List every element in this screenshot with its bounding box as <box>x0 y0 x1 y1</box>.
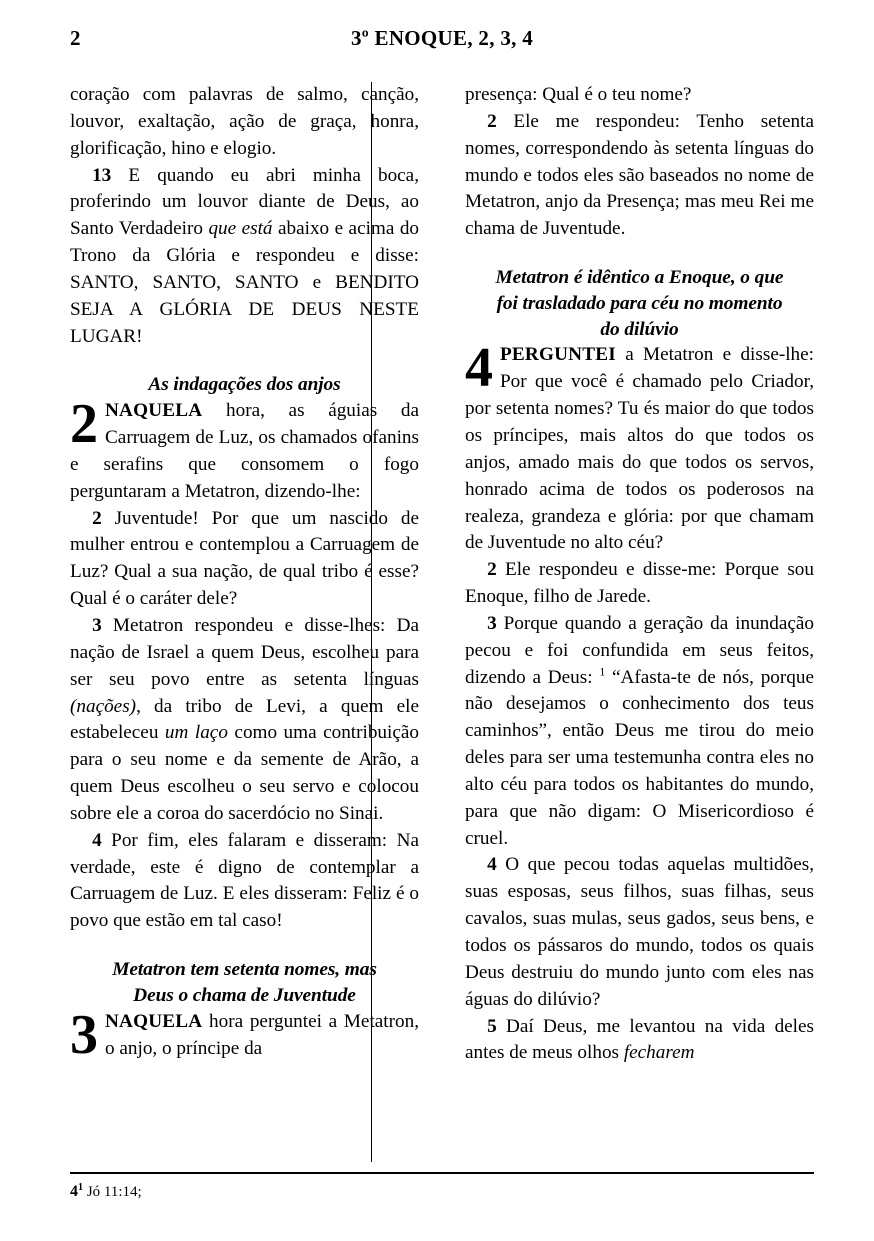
chapter-drop-cap: 3 <box>70 1008 98 1063</box>
chapter-opening <box>70 398 419 505</box>
chapter-opening-word: NAQUELA <box>105 400 203 422</box>
body-text: Ele me respondeu: Tenho setenta nomes, correspondendo às setenta línguas do mundo e todos eles são baseados no nome de Metatron, anjo da Presença; mas meu Rei me chama de Juventude. <box>465 110 814 240</box>
chapter-first-paragraph <box>70 398 419 505</box>
section-heading <box>70 957 419 1009</box>
body-paragraph <box>70 613 419 828</box>
body-paragraph <box>70 82 419 163</box>
emphasis-text: (nações) <box>70 695 137 717</box>
body-text: Porque quando a geração da inundação pecou e foi confundida em seus feitos, dizendo a Deus: <box>465 612 814 688</box>
emphasis-text: fecharem <box>623 1042 695 1064</box>
section-heading <box>465 265 814 342</box>
body-text: , da tribo de Levi, a quem ele estabeleceu <box>70 695 419 744</box>
footnote-area <box>70 1182 814 1203</box>
body-text: O que pecou todas aquelas multidões, suas esposas, seus filhos, suas filhas, seus cavalos, suas mulas, seus gados, seus bens, e todos os pássaros do mundo, todos os quais Deus destruiu do mundo junto com eles nas águas do dilúvio? <box>465 854 814 1010</box>
chapter-first-paragraph <box>465 342 814 557</box>
chapter-opening-word: PERGUNTEI <box>500 344 616 366</box>
body-paragraph <box>70 828 419 935</box>
emphasis-text: um laço <box>164 722 228 744</box>
verse-number: 5 <box>487 1015 497 1037</box>
section-heading-line: do dilúvio <box>600 318 679 340</box>
section-heading-line: Metatron tem setenta nomes, mas <box>112 959 377 981</box>
body-text: coração com palavras de salmo, canção, louvor, exaltação, ação de graça, honra, glorificação, hino e elogio. <box>70 84 419 159</box>
section-heading-line: As indagações dos anjos <box>148 374 341 396</box>
footnote-marker: 1 <box>78 1182 84 1193</box>
heading-spacer <box>70 935 419 957</box>
body-paragraph <box>465 82 814 109</box>
chapter-drop-cap: 2 <box>70 398 98 456</box>
body-paragraph <box>465 852 814 1013</box>
body-paragraph <box>70 506 419 613</box>
section-heading-line: foi trasladado para céu no momento <box>496 292 783 314</box>
left-text-column <box>70 82 419 1157</box>
verse-number: 3 <box>487 612 497 634</box>
body-text: presença: Qual é o teu nome? <box>465 84 692 105</box>
footnote-chapter-number: 4 <box>70 1183 78 1200</box>
footnote-reference-text: Jó 11:14; <box>86 1184 142 1200</box>
body-paragraph <box>465 557 814 611</box>
body-text: Metatron respondeu e disse-lhes: Da nação de Israel a quem Deus, escolheu para ser seu povo entre as setenta línguas <box>70 614 419 690</box>
heading-spacer <box>465 243 814 265</box>
body-text: Daí Deus, me levantou na vida deles antes de meus olhos <box>465 1015 814 1064</box>
body-text: como uma contribuição para o seu nome e da semente de Arão, a quem Deus escolheu o seu servo e colocou sobre ele a coroa do sacerdócio no Sinai. <box>70 722 419 824</box>
body-text: hora, as águias da Carruagem de Luz, os chamados ofanins e serafins que consomem o fogo perguntaram a Metatron, dizendo-lhe: <box>70 400 419 502</box>
body-text: Por fim, eles falaram e disseram: Na verdade, este é digno de contemplar a Carruagem de Luz. E eles disseram: Feliz é o povo que estão em tal caso! <box>70 829 419 932</box>
body-text: abaixo e acima do Trono da Glória e respondeu e disse: SANTO, SANTO, SANTO e BENDITO SEJA A GLÓRIA DE DEUS NESTE LUGAR! <box>70 218 420 347</box>
body-text: E quando eu abri minha boca, proferindo um louvor diante de Deus, ao Santo Verdadeiro <box>70 164 419 240</box>
verse-number: 2 <box>92 507 102 529</box>
chapter-opening-word: NAQUELA <box>105 1010 203 1032</box>
section-heading-line: Metatron é idêntico a Enoque, o que <box>495 267 784 289</box>
chapter-first-paragraph <box>70 1009 419 1063</box>
chapter-opening <box>465 342 814 557</box>
running-title: 3º ENOQUE, 2, 3, 4 <box>350 26 534 50</box>
running-head <box>70 26 814 56</box>
section-heading-line: Deus o chama de Juventude <box>133 984 356 1006</box>
verse-number: 4 <box>92 829 102 851</box>
body-paragraph <box>465 611 814 853</box>
chapter-opening <box>70 1009 419 1063</box>
body-text-area <box>70 82 814 1157</box>
chapter-drop-cap: 4 <box>465 342 493 400</box>
body-paragraph <box>70 163 419 351</box>
body-paragraph <box>465 109 814 243</box>
verse-number: 4 <box>487 854 497 876</box>
verse-number: 3 <box>92 614 102 636</box>
right-text-column <box>465 82 814 1157</box>
page-folio-number: 2 <box>70 26 81 50</box>
body-text: Juventude! Por que um nascido de mulher entrou e contemplou a Carruagem de Luz? Qual a sua nação, de qual tribo é esse? Qual é o caráter dele? <box>70 507 419 610</box>
verse-number: 2 <box>487 110 497 132</box>
emphasis-text: que está <box>208 218 273 240</box>
verse-number: 2 <box>487 559 497 581</box>
body-paragraph <box>465 1014 814 1068</box>
body-text: “Afasta-te de nós, porque não desejamos o conhecimento dos teus caminhos”, então Deus me tirou do meio deles para ser uma testemunha contra eles no alto céu para todos os habitantes do mundo, para que não digam: O Misericordioso é cruel. <box>465 666 814 849</box>
body-text: Ele respondeu e disse-me: Porque sou Enoque, filho de Jarede. <box>465 559 814 608</box>
heading-spacer <box>70 350 419 372</box>
verse-number: 13 <box>92 164 112 186</box>
body-text: hora perguntei a Metatron, o anjo, o príncipe da <box>105 1010 419 1059</box>
footnote-separator-rule <box>70 1172 814 1174</box>
body-text: a Metatron e disse-lhe: Por que você é chamado pelo Criador, por setenta nomes? Tu és maior do que todos os príncipes, mais altos do que todos os anjos, amado mais do que todos os servos, honrado acima de todos os poderosos na realeza, grandeza e glória: por que chamam de Juventude no alto céu? <box>465 344 814 554</box>
footnote-ref-marker: 1 <box>599 664 606 679</box>
section-heading <box>70 372 419 398</box>
